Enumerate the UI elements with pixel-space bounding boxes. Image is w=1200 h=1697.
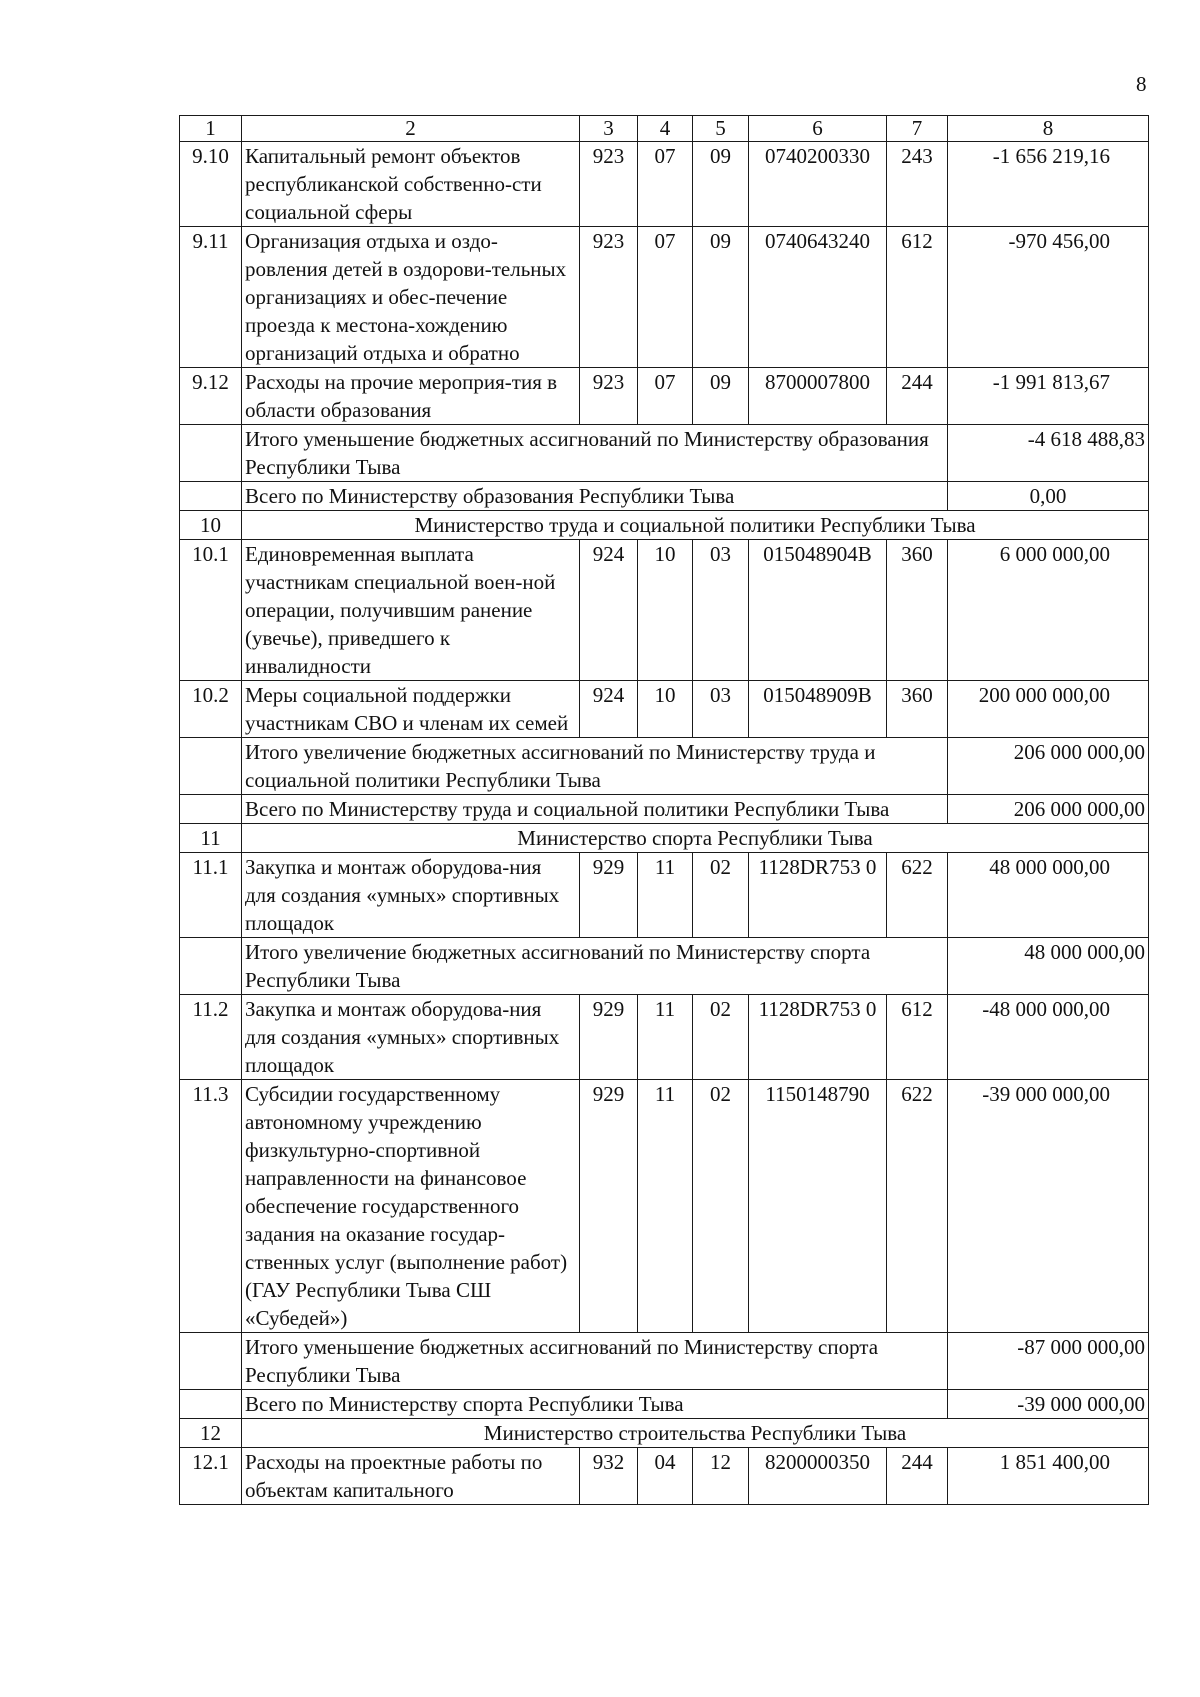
code-cell-c5: 03 xyxy=(693,681,749,738)
code-cell-c6: 1150148790 xyxy=(749,1080,887,1333)
code-cell-c3: 924 xyxy=(580,681,638,738)
summary-amount: 48 000 000,00 xyxy=(948,938,1149,995)
amount-cell: -39 000 000,00 xyxy=(948,1080,1149,1333)
code-cell-c4: 11 xyxy=(638,995,693,1080)
code-cell-c3: 929 xyxy=(580,1080,638,1333)
table-header-row xyxy=(180,116,1149,142)
code-cell-c3: 924 xyxy=(580,540,638,681)
code-cell-c6: 1128DR753 0 xyxy=(749,853,887,938)
summary-amount: -39 000 000,00 xyxy=(948,1390,1149,1419)
section-row xyxy=(180,1419,1149,1448)
empty-cell xyxy=(180,738,242,795)
table-row xyxy=(180,368,1149,425)
code-cell-c3: 923 xyxy=(580,142,638,227)
code-cell-c3: 923 xyxy=(580,227,638,368)
row-number: 10.1 xyxy=(180,540,242,681)
row-description: Расходы на проектные работы по объектам капитального xyxy=(242,1448,580,1505)
code-cell-c5: 02 xyxy=(693,995,749,1080)
section-row xyxy=(180,511,1149,540)
amount-cell: 1 851 400,00 xyxy=(948,1448,1149,1505)
summary-row xyxy=(180,795,1149,824)
table-row xyxy=(180,995,1149,1080)
code-cell-c7: 360 xyxy=(887,540,948,681)
row-number: 11.3 xyxy=(180,1080,242,1333)
summary-text: Итого уменьшение бюджетных ассигнований по Министерству образования Республики Тыва xyxy=(242,425,948,482)
row-description: Меры социальной поддержки участникам СВО и членам их семей xyxy=(242,681,580,738)
row-number: 9.10 xyxy=(180,142,242,227)
empty-cell xyxy=(180,1390,242,1419)
code-cell-c6: 015048909В xyxy=(749,681,887,738)
section-title: Министерство спорта Республики Тыва xyxy=(242,824,1149,853)
header-cell: 5 xyxy=(693,116,749,142)
amount-cell: -1 656 219,16 xyxy=(948,142,1149,227)
summary-text: Итого уменьшение бюджетных ассигнований по Министерству спорта Республики Тыва xyxy=(242,1333,948,1390)
section-title: Министерство строительства Республики Тыва xyxy=(242,1419,1149,1448)
budget-table xyxy=(179,115,1149,1505)
summary-text: Итого увеличение бюджетных ассигнований по Министерству труда и социальной политики Республики Тыва xyxy=(242,738,948,795)
summary-amount: 0,00 xyxy=(948,482,1149,511)
code-cell-c7: 360 xyxy=(887,681,948,738)
code-cell-c7: 243 xyxy=(887,142,948,227)
section-number: 11 xyxy=(180,824,242,853)
amount-cell: -970 456,00 xyxy=(948,227,1149,368)
row-number: 9.12 xyxy=(180,368,242,425)
empty-cell xyxy=(180,795,242,824)
code-cell-c5: 09 xyxy=(693,142,749,227)
row-number: 11.1 xyxy=(180,853,242,938)
row-description: Капитальный ремонт объектов республиканской собственно-сти социальной сферы xyxy=(242,142,580,227)
code-cell-c7: 612 xyxy=(887,995,948,1080)
code-cell-c4: 11 xyxy=(638,1080,693,1333)
section-title: Министерство труда и социальной политики Республики Тыва xyxy=(242,511,1149,540)
code-cell-c4: 07 xyxy=(638,142,693,227)
summary-text: Всего по Министерству спорта Республики Тыва xyxy=(242,1390,948,1419)
page-number: 8 xyxy=(1136,72,1147,96)
code-cell-c3: 923 xyxy=(580,368,638,425)
summary-amount: 206 000 000,00 xyxy=(948,795,1149,824)
code-cell-c3: 929 xyxy=(580,995,638,1080)
code-cell-c6: 8200000350 xyxy=(749,1448,887,1505)
empty-cell xyxy=(180,482,242,511)
code-cell-c3: 932 xyxy=(580,1448,638,1505)
summary-text: Всего по Министерству образования Республики Тыва xyxy=(242,482,948,511)
code-cell-c5: 12 xyxy=(693,1448,749,1505)
header-cell: 1 xyxy=(180,116,242,142)
code-cell-c5: 09 xyxy=(693,227,749,368)
section-number: 10 xyxy=(180,511,242,540)
code-cell-c5: 02 xyxy=(693,1080,749,1333)
code-cell-c5: 09 xyxy=(693,368,749,425)
header-cell: 8 xyxy=(948,116,1149,142)
header-cell: 2 xyxy=(242,116,580,142)
code-cell-c7: 244 xyxy=(887,368,948,425)
summary-amount: -4 618 488,83 xyxy=(948,425,1149,482)
code-cell-c6: 1128DR753 0 xyxy=(749,995,887,1080)
code-cell-c4: 10 xyxy=(638,540,693,681)
row-description: Закупка и монтаж оборудова-ния для создания «умных» спортивных площадок xyxy=(242,995,580,1080)
table-row xyxy=(180,227,1149,368)
code-cell-c6: 8700007800 xyxy=(749,368,887,425)
section-row xyxy=(180,824,1149,853)
code-cell-c7: 244 xyxy=(887,1448,948,1505)
code-cell-c7: 612 xyxy=(887,227,948,368)
code-cell-c6: 015048904В xyxy=(749,540,887,681)
row-number: 9.11 xyxy=(180,227,242,368)
code-cell-c4: 10 xyxy=(638,681,693,738)
summary-text: Итого увеличение бюджетных ассигнований по Министерству спорта Республики Тыва xyxy=(242,938,948,995)
amount-cell: -1 991 813,67 xyxy=(948,368,1149,425)
table-row xyxy=(180,142,1149,227)
row-description: Субсидии государственному автономному учреждению физкультурно-спортивной направленности на финансовое обеспечение государственного задания на оказание государ-ственных услуг (выполнение работ) (ГАУ Республики Тыва СШ «Субедей») xyxy=(242,1080,580,1333)
code-cell-c7: 622 xyxy=(887,853,948,938)
row-description: Единовременная выплата участникам специальной воен-ной операции, получившим ранение (увечье), приведшего к инвалидности xyxy=(242,540,580,681)
summary-row xyxy=(180,738,1149,795)
table-row xyxy=(180,1080,1149,1333)
row-number: 11.2 xyxy=(180,995,242,1080)
summary-row xyxy=(180,482,1149,511)
summary-amount: -87 000 000,00 xyxy=(948,1333,1149,1390)
row-description: Организация отдыха и оздо-ровления детей в оздорови-тельных организациях и обес-печение проезда к местона-хождению организаций отдыха и обратно xyxy=(242,227,580,368)
summary-row xyxy=(180,1333,1149,1390)
row-number: 12.1 xyxy=(180,1448,242,1505)
header-cell: 4 xyxy=(638,116,693,142)
summary-text: Всего по Министерству труда и социальной политики Республики Тыва xyxy=(242,795,948,824)
table-row xyxy=(180,1448,1149,1505)
code-cell-c4: 07 xyxy=(638,368,693,425)
empty-cell xyxy=(180,425,242,482)
code-cell-c5: 03 xyxy=(693,540,749,681)
header-cell: 3 xyxy=(580,116,638,142)
code-cell-c6: 0740643240 xyxy=(749,227,887,368)
code-cell-c5: 02 xyxy=(693,853,749,938)
code-cell-c3: 929 xyxy=(580,853,638,938)
summary-amount: 206 000 000,00 xyxy=(948,738,1149,795)
summary-row xyxy=(180,1390,1149,1419)
empty-cell xyxy=(180,938,242,995)
empty-cell xyxy=(180,1333,242,1390)
amount-cell: 200 000 000,00 xyxy=(948,681,1149,738)
code-cell-c4: 11 xyxy=(638,853,693,938)
section-number: 12 xyxy=(180,1419,242,1448)
header-cell: 6 xyxy=(749,116,887,142)
row-description: Закупка и монтаж оборудова-ния для создания «умных» спортивных площадок xyxy=(242,853,580,938)
header-cell: 7 xyxy=(887,116,948,142)
table-row xyxy=(180,540,1149,681)
row-description: Расходы на прочие мероприя-тия в области образования xyxy=(242,368,580,425)
amount-cell: -48 000 000,00 xyxy=(948,995,1149,1080)
amount-cell: 6 000 000,00 xyxy=(948,540,1149,681)
code-cell-c4: 04 xyxy=(638,1448,693,1505)
table-row xyxy=(180,681,1149,738)
code-cell-c4: 07 xyxy=(638,227,693,368)
summary-row xyxy=(180,425,1149,482)
row-number: 10.2 xyxy=(180,681,242,738)
amount-cell: 48 000 000,00 xyxy=(948,853,1149,938)
summary-row xyxy=(180,938,1149,995)
code-cell-c7: 622 xyxy=(887,1080,948,1333)
code-cell-c6: 0740200330 xyxy=(749,142,887,227)
table-row xyxy=(180,853,1149,938)
